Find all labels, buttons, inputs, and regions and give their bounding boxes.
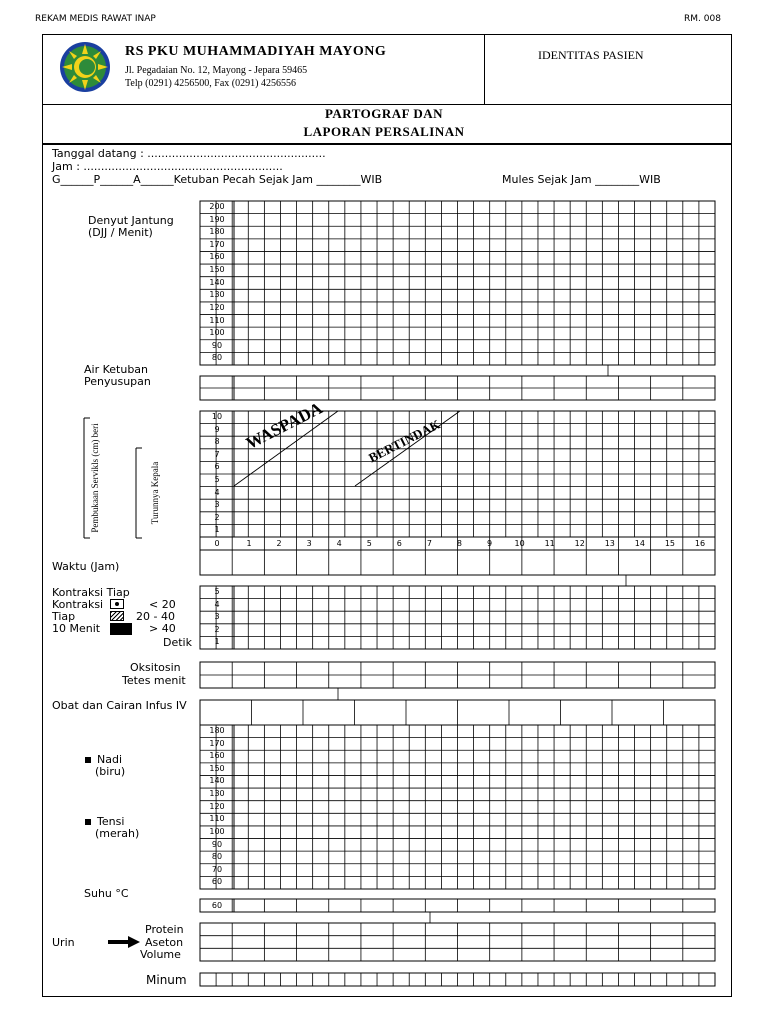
vitals-scale-value: 90 [211, 839, 223, 849]
hour-label: 10 [514, 539, 525, 548]
bp-label: Tensi [97, 815, 125, 828]
hour-label: 9 [486, 539, 493, 548]
cervix-scale-value: 2 [214, 512, 220, 522]
fhr-label: Denyut Jantung [88, 214, 174, 227]
vitals-scale-value: 150 [209, 763, 225, 773]
cervix-scale-value: 5 [214, 475, 220, 484]
form-title-line1: PARTOGRAF DAN [324, 106, 444, 121]
cervix-scale-value: 8 [214, 437, 220, 447]
vitals-scale-value: 130 [209, 789, 225, 799]
cervix-scale-value: 7 [214, 449, 220, 459]
fhr-scale-value: 130 [209, 290, 225, 300]
legend-range-3: > 40 [149, 622, 176, 635]
vitals-scale-value: 70 [211, 864, 223, 874]
protein-label: Protein [145, 923, 184, 936]
cervix-scale-value: 9 [214, 424, 220, 434]
hour-label: 15 [664, 539, 675, 548]
patient-identity-label: IDENTITAS PASIEN [538, 48, 644, 62]
pulse-color-note: (biru) [95, 765, 126, 778]
fhr-scale-value: 180 [209, 227, 225, 237]
contraction-scale-value: 4 [214, 599, 220, 609]
action-line-label: BERTINDAK [366, 416, 443, 466]
volume-label: Volume [140, 948, 181, 961]
form-title-line2: LAPORAN PERSALINAN [303, 124, 465, 139]
vitals-scale-value: 110 [209, 814, 225, 824]
hour-label: 3 [306, 539, 312, 548]
hour-label: 5 [366, 539, 372, 548]
hour-label: 14 [634, 539, 645, 548]
time-hours-label: Waktu (Jam) [52, 560, 120, 573]
contraction-scale-value: 2 [214, 624, 220, 634]
cervix-scale-value: 3 [214, 500, 220, 510]
fhr-unit-label: (DJJ / Menit) [88, 226, 153, 239]
cervix-axis-label: Pembukaan Servikls (cm) beri [90, 423, 100, 533]
hour-label: 2 [276, 539, 282, 548]
record-type: REKAM MEDIS RAWAT INAP [35, 14, 156, 24]
cervix-scale-value: 6 [214, 462, 220, 472]
contraction-scale-value: 5 [214, 587, 220, 596]
contraction-row-3: 10 Menit [52, 622, 101, 635]
arrival-time-field[interactable]: Jam : ......................................................... [52, 160, 283, 173]
contraction-title: Kontraksi Tiap [52, 586, 130, 599]
bp-color-note: (merah) [95, 827, 140, 840]
vitals-scale-value: 100 [209, 826, 225, 836]
moulding-label: Penyusupan [84, 375, 151, 388]
temperature-scale-value: 60 [211, 901, 223, 910]
contraction-scale-value: 3 [214, 612, 220, 622]
fhr-scale-value: 160 [209, 252, 225, 262]
vitals-scale-value: 60 [211, 877, 223, 887]
vitals-scale-value: 180 [209, 726, 225, 735]
hour-label: 16 [694, 539, 706, 548]
fhr-scale-value: 120 [209, 302, 225, 312]
hour-label: 1 [246, 539, 252, 548]
arrival-date-field[interactable]: Tanggal datang : ................................................... [52, 147, 326, 160]
fhr-scale-value: 140 [209, 277, 225, 287]
urine-label: Urin [52, 936, 75, 949]
hospital-phone: Telp (0291) 4256500, Fax (0291) 4256556 [125, 78, 296, 89]
hour-label: 0 [214, 539, 220, 548]
seconds-label: Detik [163, 636, 192, 649]
temperature-label: Suhu °C [84, 887, 129, 900]
vitals-scale-value: 170 [209, 738, 225, 748]
cervix-scale-value: 4 [214, 487, 220, 497]
hour-label: 6 [396, 539, 402, 548]
hour-label: 13 [604, 539, 615, 548]
drink-label: Minum [146, 973, 187, 987]
acetone-label: Aseton [145, 936, 184, 949]
drops-per-minute-label: Tetes menit [122, 674, 186, 687]
contraction-row-1: Kontraksi [52, 598, 104, 611]
head-descent-axis-label: Turunnya Kepala [150, 461, 160, 525]
hospital-address: Jl. Pegadaian No. 12, Mayong - Jepara 59465 [125, 65, 308, 76]
pulse-label: Nadi [97, 753, 123, 766]
hour-label: 11 [544, 539, 555, 548]
hour-label: 7 [426, 539, 432, 548]
fhr-scale-value: 90 [211, 340, 223, 350]
vitals-scale-value: 140 [209, 776, 225, 786]
contraction-start-field[interactable]: Mules Sejak Jam ________WIB [502, 173, 661, 186]
legend-range-2: 20 - 40 [136, 610, 175, 623]
gpa-field[interactable]: G______P______A______Ketuban Pecah Sejak Jam ________WIB [52, 173, 383, 186]
hour-label: 12 [574, 539, 585, 548]
fhr-scale-value: 200 [209, 202, 225, 211]
fhr-scale-value: 170 [209, 239, 225, 249]
legend-range-1: < 20 [149, 598, 176, 611]
fhr-scale-value: 110 [209, 315, 225, 325]
cervix-scale-value: 10 [211, 412, 223, 421]
record-code: RM. 008 [684, 14, 721, 24]
vitals-scale-value: 80 [211, 852, 223, 862]
fhr-scale-value: 100 [209, 328, 225, 338]
vitals-scale-value: 160 [209, 751, 225, 761]
alert-line-label: WASPADA [243, 398, 326, 453]
cervix-scale-value: 1 [214, 525, 220, 535]
hour-label: 8 [456, 539, 463, 548]
fhr-scale-value: 80 [211, 353, 223, 363]
fhr-scale-value: 150 [209, 265, 225, 275]
hour-label: 4 [336, 539, 342, 548]
drugs-fluids-label: Obat dan Cairan Infus IV [52, 699, 187, 712]
fhr-scale-value: 190 [209, 214, 225, 224]
contraction-scale-value: 1 [214, 637, 220, 647]
hospital-name: RS PKU MUHAMMADIYAH MAYONG [125, 44, 387, 59]
amniotic-fluid-label: Air Ketuban [84, 363, 149, 376]
contraction-row-2: Tiap [52, 610, 76, 623]
vitals-scale-value: 120 [209, 801, 225, 811]
oxytocin-label: Oksitosin [130, 661, 181, 674]
